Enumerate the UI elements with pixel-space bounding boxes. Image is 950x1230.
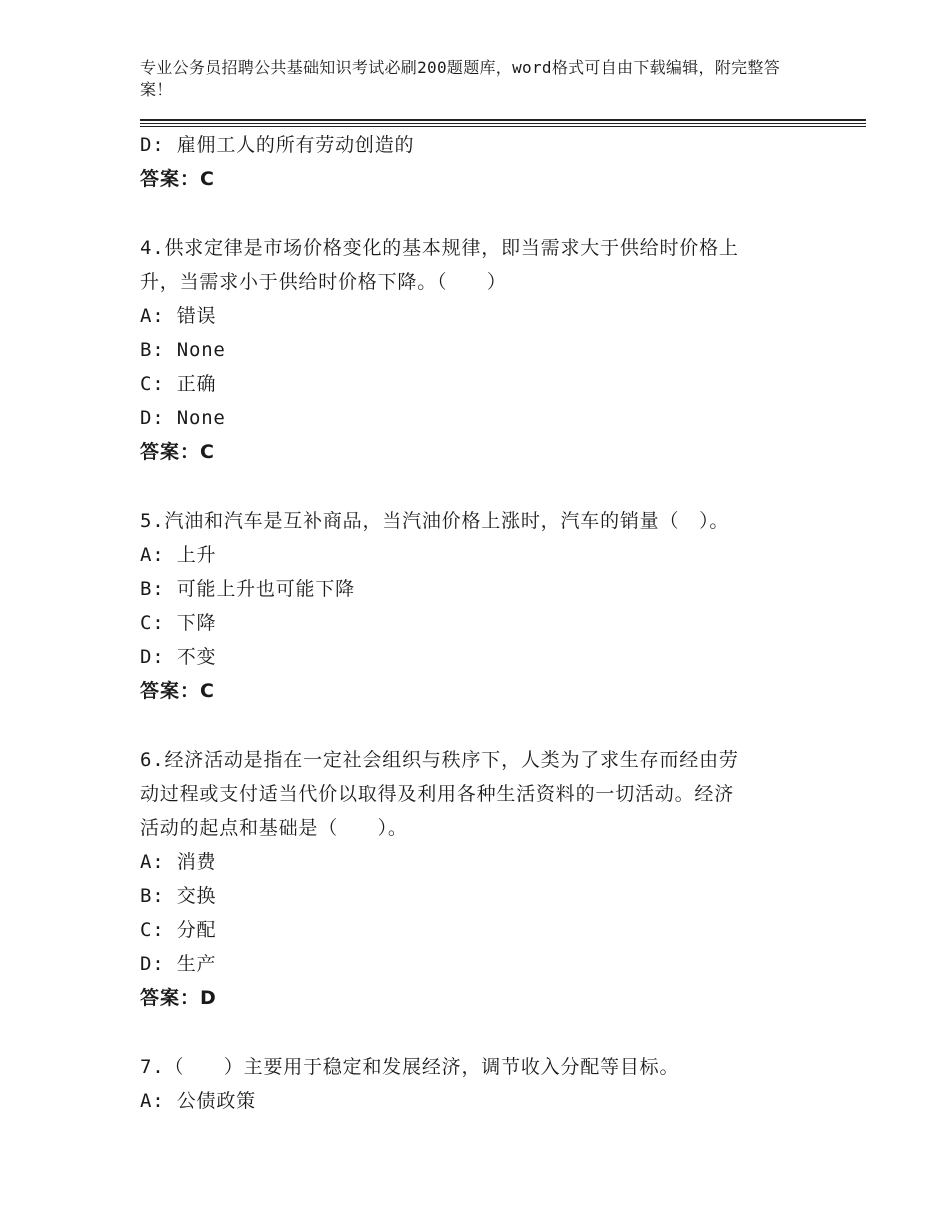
question-6 bbox=[140, 743, 800, 845]
question-line: 7.（ ）主要用于稳定和发展经济，调节收入分配等目标。 bbox=[140, 1056, 680, 1078]
option-a: A: 公债政策 bbox=[140, 1090, 256, 1112]
question-content bbox=[140, 128, 840, 1118]
question-line: 活动的起点和基础是（ ）。 bbox=[140, 817, 408, 839]
question-line: 升，当需求小于供给时价格下降。（ ） bbox=[140, 271, 507, 293]
answer-text: 答案：D bbox=[140, 987, 217, 1009]
option-c: C: 正确 bbox=[140, 373, 217, 395]
answer-text: 答案：C bbox=[140, 441, 215, 463]
option-d: D: 生产 bbox=[140, 953, 217, 975]
option-b: B: None bbox=[140, 339, 226, 361]
option-d: D: None bbox=[140, 407, 226, 429]
question-5 bbox=[140, 504, 800, 538]
answer-text: 答案：C bbox=[140, 168, 215, 190]
option-c: C: 下降 bbox=[140, 612, 217, 634]
option-a: A: 上升 bbox=[140, 544, 217, 566]
answer-text: 答案：C bbox=[140, 680, 215, 702]
option-a: A: 错误 bbox=[140, 305, 217, 327]
question-4 bbox=[140, 231, 800, 299]
question-line: 动过程或支付适当代价以取得及利用各种生活资料的一切活动。经济 bbox=[140, 783, 735, 805]
question-line: 5.汽油和汽车是互补商品，当汽油价格上涨时，汽车的销量（ ）。 bbox=[140, 510, 730, 532]
page-header: 专业公务员招聘公共基础知识考试必刷200题题库，word格式可自由下载编辑，附完整答案！ bbox=[140, 58, 781, 99]
option-d: D: 不变 bbox=[140, 646, 217, 668]
option-b: B: 交换 bbox=[140, 885, 217, 907]
option-c: C: 分配 bbox=[140, 919, 217, 941]
header-rule-thick bbox=[140, 119, 866, 121]
header-rule-thin bbox=[140, 126, 866, 127]
question-line: 6.经济活动是指在一定社会组织与秩序下，人类为了求生存而经由劳 bbox=[140, 749, 739, 771]
option-d: D: 雇佣工人的所有劳动创造的 bbox=[140, 134, 415, 156]
option-b: B: 可能上升也可能下降 bbox=[140, 578, 355, 600]
question-7 bbox=[140, 1050, 800, 1084]
option-a: A: 消费 bbox=[140, 851, 217, 873]
header-rule-middle bbox=[140, 123, 866, 124]
question-line: 4.供求定律是市场价格变化的基本规律，即当需求大于供给时价格上 bbox=[140, 237, 739, 259]
